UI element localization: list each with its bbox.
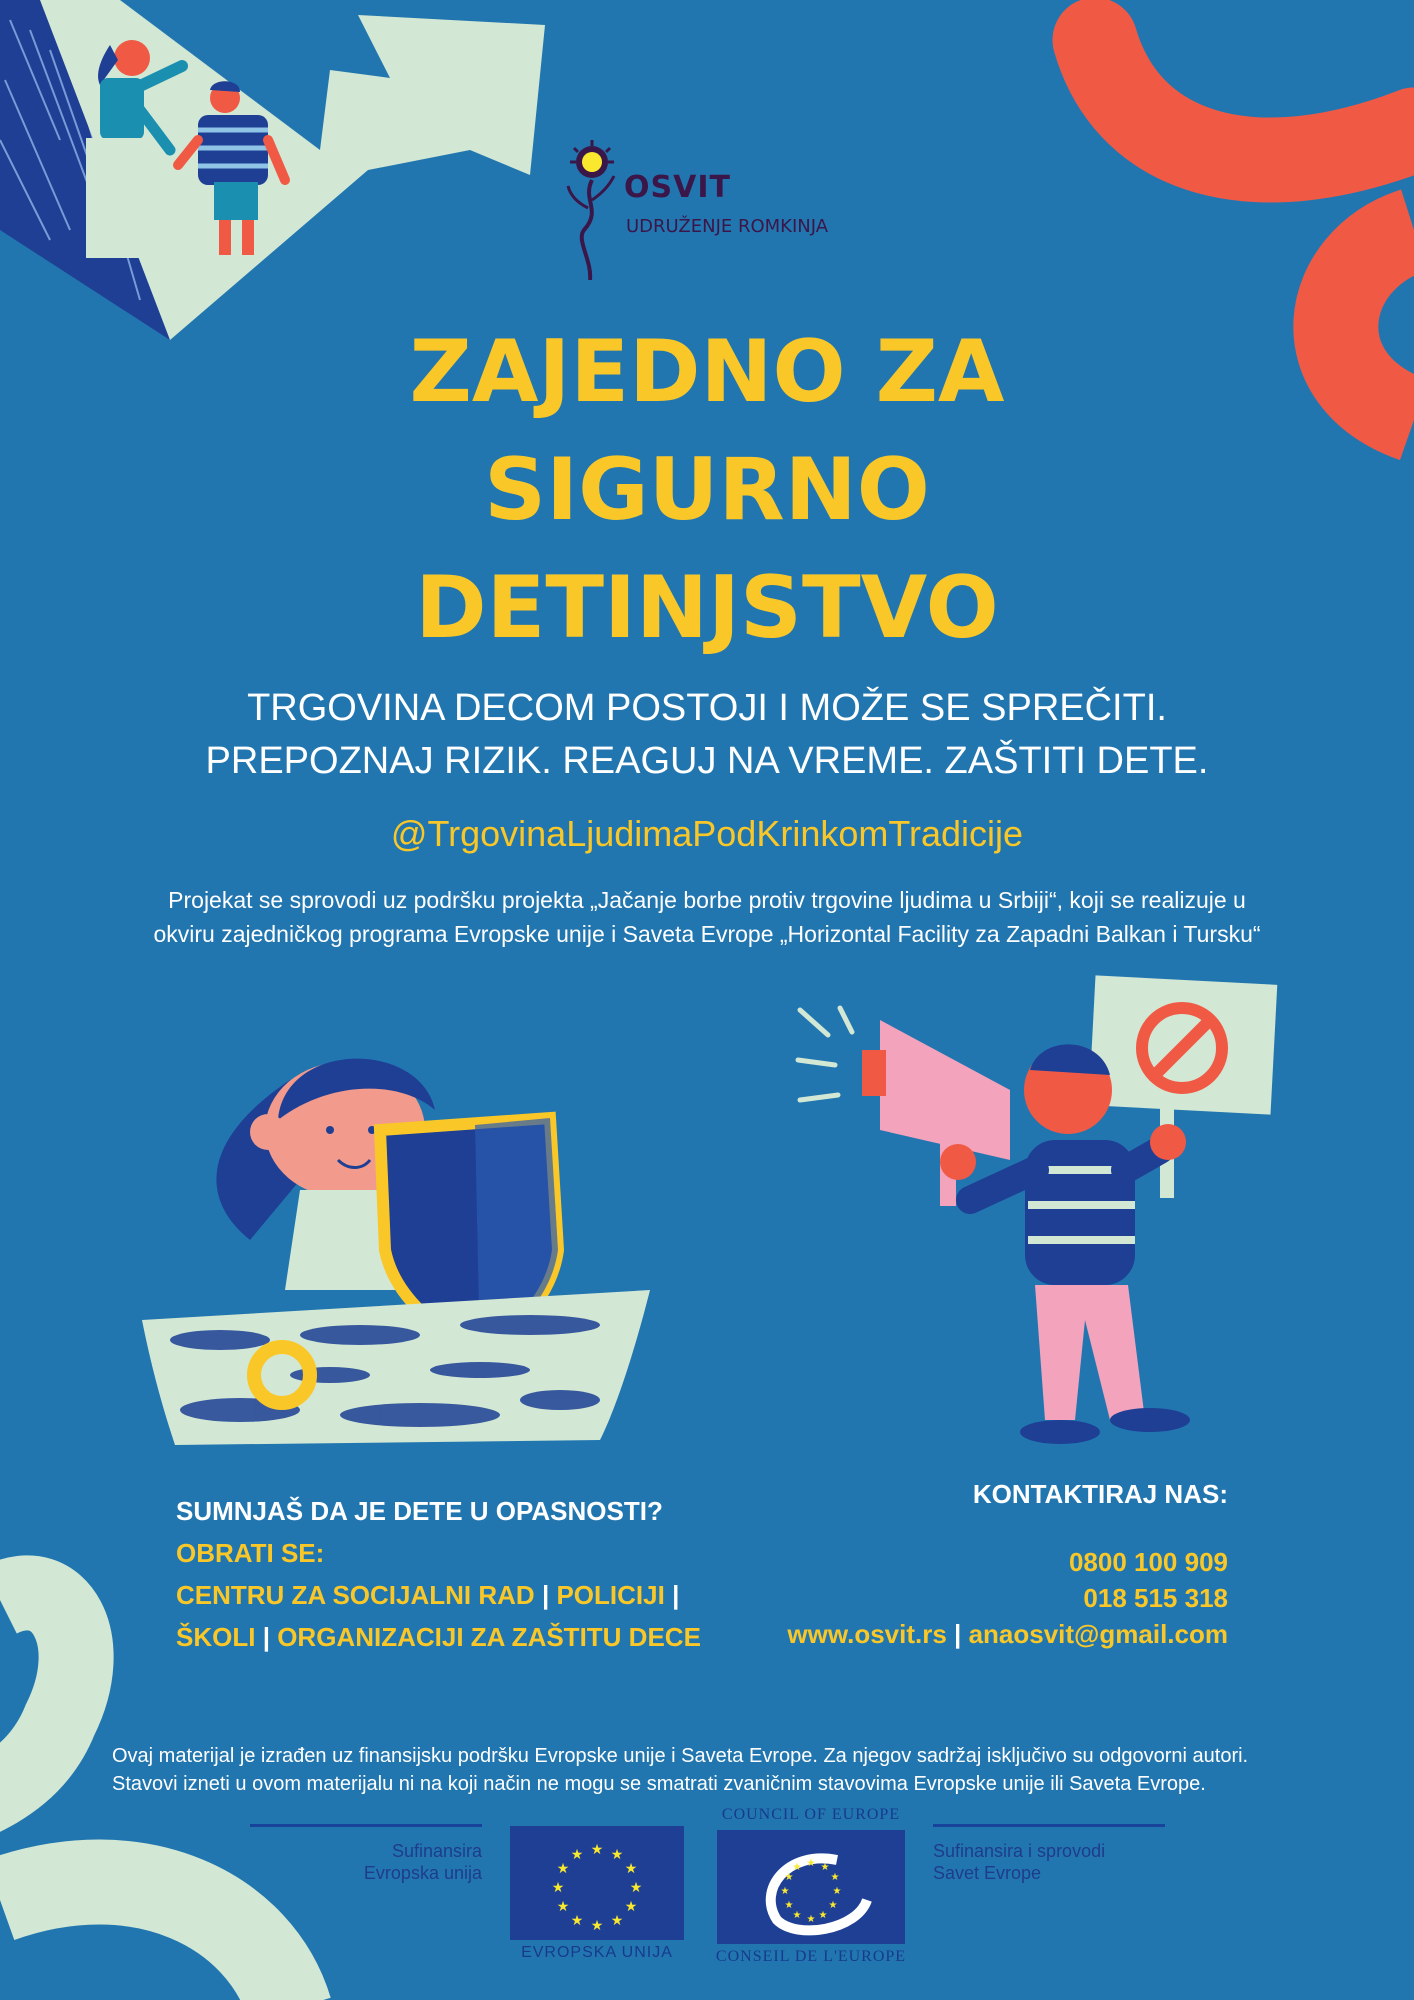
- eu-flag: [510, 1826, 684, 1940]
- svg-text:★: ★: [828, 1900, 838, 1911]
- institution-child-protection: ORGANIZACIJI ZA ZAŠTITU DECE: [277, 1622, 701, 1652]
- project-text-line-2: okviru zajedničkog programa Evropske unije i Saveta Evrope „Horizontal Facility za Zapadni Balkan i Tursku“: [153, 921, 1261, 947]
- coe-divider: [933, 1824, 1165, 1827]
- contact-block: [720, 1476, 1228, 1652]
- institutions-line-2: [176, 1616, 736, 1658]
- title-line-1: ZAJEDNO ZA: [409, 322, 1005, 422]
- eu-cofunded-text: [250, 1840, 482, 1884]
- eu-cofunded-line-1: Sufinansira: [391, 1841, 482, 1861]
- council-of-europe-icon: [717, 1830, 905, 1944]
- subtitle-line-2: PREPOZNAJ RIZIK. REAGUJ NA VREME. ZAŠTITI DETE.: [205, 740, 1209, 782]
- svg-text:★: ★: [780, 1886, 790, 1897]
- disclaimer-line-1: Ovaj materijal je izrađen uz finansijsku podršku Evropske unije i Saveta Evrope. Za njegov sadržaj isključivo su odgovorni autori.: [112, 1745, 1249, 1767]
- eu-stars-icon: [510, 1826, 684, 1940]
- svg-text:★: ★: [806, 1914, 816, 1925]
- coe-flag: [717, 1830, 905, 1944]
- help-contact-label: OBRATI SE:: [176, 1538, 325, 1568]
- eu-divider: [250, 1824, 482, 1827]
- eu-cofunded-line-2: Evropska unija: [363, 1863, 482, 1883]
- institution-school: ŠKOLI: [176, 1622, 256, 1652]
- logo-name: OSVIT: [624, 170, 731, 205]
- contact-phone-1[interactable]: 0800 100 909: [1068, 1547, 1228, 1577]
- institution-police: POLICIJI: [556, 1580, 665, 1610]
- svg-text:★: ★: [551, 1880, 565, 1896]
- svg-text:★: ★: [818, 1910, 828, 1921]
- institution-social-center: CENTRU ZA SOCIJALNI RAD: [176, 1580, 535, 1610]
- separator: |: [954, 1619, 962, 1649]
- svg-text:★: ★: [624, 1899, 638, 1915]
- svg-text:★: ★: [556, 1899, 570, 1915]
- logo-subtitle: UDRUŽENJE ROMKINJA: [626, 216, 829, 237]
- svg-text:★: ★: [590, 1842, 604, 1858]
- title-line-2: SIGURNO: [484, 440, 930, 540]
- svg-text:★: ★: [610, 1847, 624, 1863]
- separator: |: [672, 1580, 680, 1610]
- svg-text:★: ★: [832, 1886, 842, 1897]
- subtitle-line-1: TRGOVINA DECOM POSTOJI I MOŽE SE SPREČITI.: [247, 687, 1167, 729]
- svg-text:★: ★: [784, 1900, 794, 1911]
- contact-heading: KONTAKTIRAJ NAS:: [972, 1479, 1228, 1509]
- svg-text:★: ★: [624, 1861, 638, 1877]
- svg-text:★: ★: [792, 1862, 802, 1873]
- svg-text:★: ★: [784, 1872, 794, 1883]
- separator: |: [262, 1622, 270, 1652]
- eu-label: EVROPSKA UNIJA: [521, 1944, 673, 1961]
- svg-text:★: ★: [820, 1862, 830, 1873]
- separator: |: [541, 1580, 550, 1610]
- institutions-line-1: [176, 1574, 736, 1616]
- coe-cofunded-line-2: Savet Evrope: [933, 1863, 1042, 1883]
- contact-phone-2[interactable]: 018 515 318: [1083, 1583, 1228, 1613]
- coe-bottom-label: CONSEIL DE L'EUROPE: [715, 1948, 907, 1965]
- svg-text:★: ★: [610, 1913, 624, 1929]
- svg-text:★: ★: [629, 1880, 643, 1896]
- help-question: SUMNJAŠ DA JE DETE U OPASNOSTI?: [176, 1496, 663, 1526]
- svg-text:★: ★: [830, 1872, 840, 1883]
- disclaimer-line-2: Stavovi izneti u ovom materijalu ni na koji način ne mogu se smatrati zvaničnim stavovima Evropske unije ili Saveta Evrope.: [112, 1773, 1206, 1795]
- svg-text:★: ★: [792, 1910, 802, 1921]
- email-link[interactable]: anaosvit@gmail.com: [968, 1619, 1228, 1649]
- coe-cofunded-text: [933, 1840, 1173, 1884]
- website-link[interactable]: www.osvit.rs: [787, 1619, 947, 1649]
- help-info-block: [176, 1490, 736, 1658]
- project-text-line-1: Projekat se sprovodi uz podršku projekta „Jačanje borbe protiv trgovine ljudima u Srbiji“, koji se realizuje u: [168, 887, 1246, 913]
- hashtag: @TrgovinaLjudimaPodKrinkomTradicije: [390, 813, 1024, 854]
- coe-top-label: COUNCIL OF EUROPE: [721, 1806, 901, 1823]
- svg-text:★: ★: [556, 1861, 570, 1877]
- svg-text:★: ★: [806, 1858, 816, 1869]
- svg-text:★: ★: [590, 1918, 604, 1934]
- coe-cofunded-line-1: Sufinansira i sprovodi: [933, 1841, 1106, 1861]
- svg-text:★: ★: [570, 1913, 584, 1929]
- svg-text:★: ★: [570, 1847, 584, 1863]
- title-line-3: DETINJSTVO: [415, 558, 999, 658]
- contact-web-email: [720, 1616, 1228, 1652]
